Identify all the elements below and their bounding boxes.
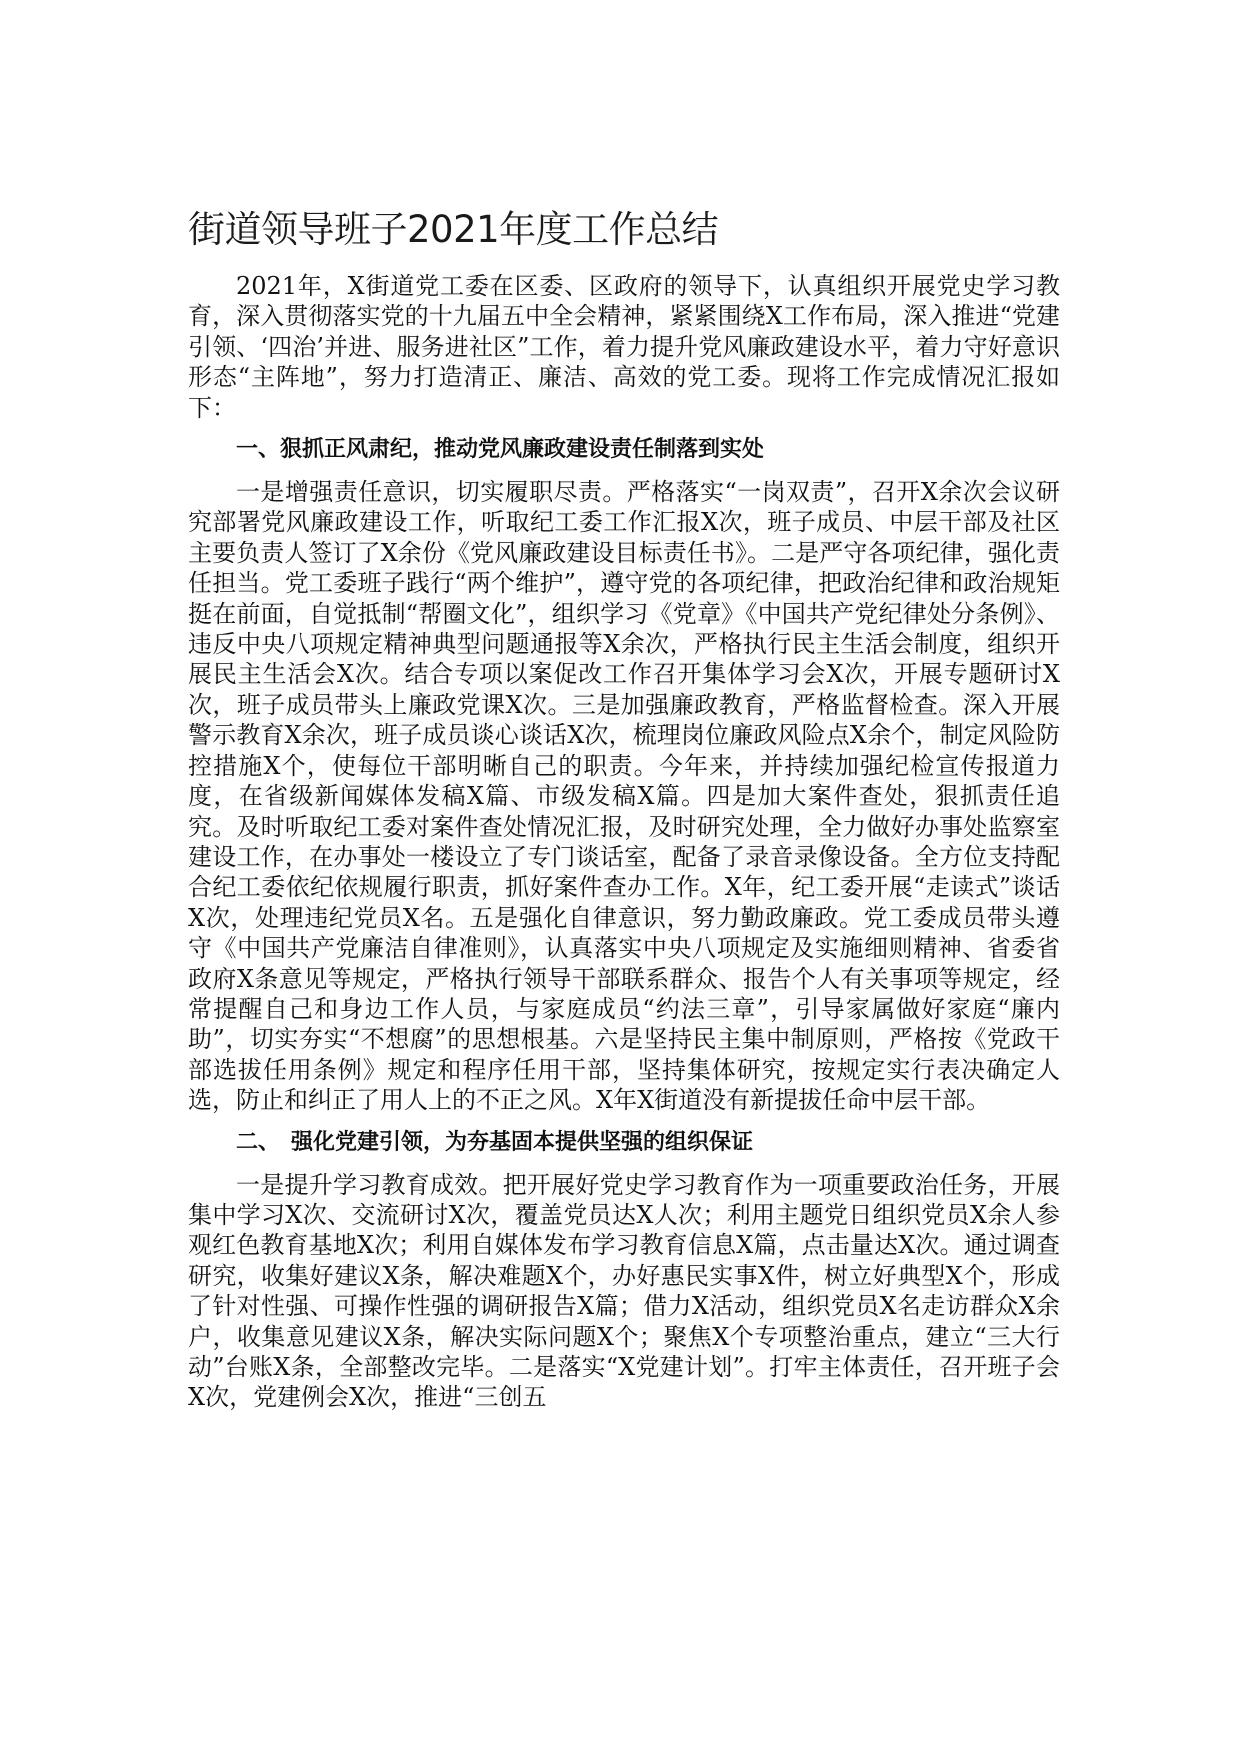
document-title: 街道领导班子2021年度工作总结 bbox=[188, 208, 719, 251]
section-heading-1: 一、狠抓正风肃纪，推动党风廉政建设责任制落到实处 bbox=[236, 437, 765, 463]
section-body-1: 一是增强责任意识，切实履职尽责。严格落实“一岗双责”，召开X余次会议研究部署党风廉政建设工作，听取纪工委工作汇报X次，班子成员、中层干部及社区主要负责人签订了X余份《党风廉政建设目标责任书》。二是严守各项纪律，强化责任担当。党工委班子践行“两个维护”，遵守党的各项纪律，把政治纪律和政治规矩挺在前面，自觉抵制“帮圈文化”，组织学习《党章》《中国共产党纪律处分条例》、违反中央八项规定精神典型问题通报等X余次，严格执行民主生活会制度，组织开展民主生活会X次。结合专项以案促改工作召开集体学习会X次，开展专题研讨X次，班子成员带头上廉政党课X次。三是加强廉政教育，严格监督检查。深入开展警示教育X余次，班子成员谈心谈话X次，梳理岗位廉政风险点X余个，制定风险防控措施X个，使每位干部明晰自己的职责。今年来，并持续加强纪检宣传报道力度，在省级新闻媒体发稿X篇、市级发稿X篇。四是加大案件查处，狠抓责任追究。及时听取纪工委对案件查处情况汇报，及时研究处理，全力做好办事处监察室建设工作，在办事处一楼设立了专门谈话室，配备了录音录像设备。全方位支持配合纪工委依纪依规履行职责，抓好案件查办工作。X年，纪工委开展“走读式”谈话X次，处理违纪党员X名。五是强化自律意识，努力勤政廉政。党工委成员带头遵守《中国共产党廉洁自律准则》，认真落实中央八项规定及实施细则精神、省委省政府X条意见等规定，严格执行领导干部联系群众、报告个人有关事项等规定，经常提醒自己和身边工作人员，与家庭成员“约法三章”，引导家属做好家庭“廉内助”，切实夯实“不想腐”的思想根基。六是坚持民主集中制原则，严格按《党政干部选拔任用条例》规定和程序任用干部，坚持集体研究，按规定实行表决确定人选，防止和纠正了用人上的不正之风。X年X街道没有新提拔任命中层干部。 bbox=[188, 478, 1060, 1115]
section-body-2: 一是提升学习教育成效。把开展好党史学习教育作为一项重要政治任务，开展集中学习X次、交流研讨X次，覆盖党员达X人次；利用主题党日组织党员X余人参观红色教育基地X次；利用自媒体发布学习教育信息X篇，点击量达X次。通过调查研究，收集好建议X条，解决难题X个，办好惠民实事X件，树立好典型X个，形成了针对性强、可操作性强的调研报告X篇；借力X活动，组织党员X名走访群众X余户，收集意见建议X条，解决实际问题X个；聚焦X个专项整治重点，建立“三大行动”台账X条，全部整改完毕。二是落实“X党建计划”。打牢主体责任，召开班子会X次，党建例会X次，推进“三创五 bbox=[188, 1170, 1060, 1412]
intro-paragraph: 2021年，X街道党工委在区委、区政府的领导下，认真组织开展党史学习教育，深入贯彻落实党的十九届五中全会精神，紧紧围绕X工作布局，深入推进“党建引领、‘四治’并进、服务进社区”工作，着力提升党风廉政建设水平，着力守好意识形态“主阵地”，努力打造清正、廉洁、高效的党工委。现将工作完成情况汇报如下： bbox=[188, 272, 1060, 422]
document-content bbox=[188, 205, 1060, 1413]
section-heading-2: 二、 强化党建引领，为夯基固本提供坚强的组织保证 bbox=[236, 1129, 754, 1155]
